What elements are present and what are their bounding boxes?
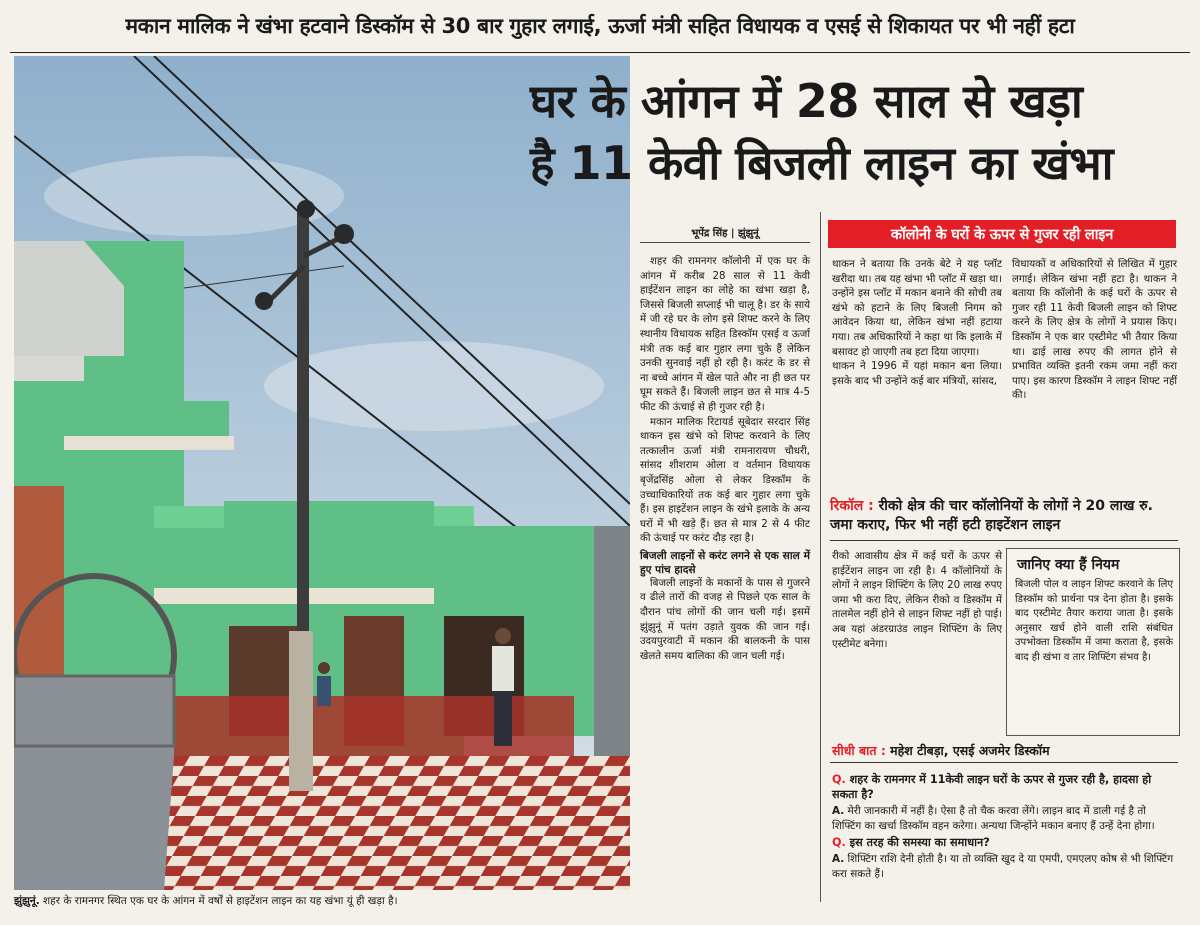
story-column-2 [832, 258, 1002, 389]
strap-headline: मकान मालिक ने खंभा हटवाने डिस्कॉम से 30 बार गुहार लगाई, ऊर्जा मंत्री सहित विधायक व एसई से शिकायत पर भी नहीं हटा [125, 14, 1075, 38]
question-2 [832, 835, 1178, 850]
column-divider [820, 212, 821, 902]
byline: भूपेंद्र सिंह | झुंझुनूं [640, 225, 810, 243]
question-2-text: इस तरह की समस्या का समाधान? [845, 836, 990, 849]
section-banner: कॉलोनी के घरों के ऊपर से गुजर रही लाइन [828, 220, 1176, 248]
col1-para-3: बिजली लाइनों के मकानों के पास से गुजरने व ढीले तारों की वजह से पिछले एक साल के दौरान पांच लोगों की जान चली गई। इसमें झुंझुनूं में पतंग उड़ाते युवक की जान गई। उदयपुरवाटी में मकान की बालकनी के पास खेलते समय बालिका की जान चली गई। [640, 577, 810, 662]
col1-subhead: बिजली लाइनों से करंट लगने से एक साल में हुए पांच हादसे [640, 549, 810, 576]
rules-title: जानिए क्या हैं नियम [1017, 557, 1120, 573]
story-column-4 [832, 550, 1002, 652]
recall-text: रीको क्षेत्र की चार कॉलोनियों के लोगों ने 20 लाख रु. जमा कराए, फिर भी नहीं हटी हाइटेंशन लाइन [830, 498, 1153, 533]
caption-place: झुंझुनूं. [14, 895, 40, 907]
rules-body: बिजली पोल व लाइन शिफ्ट करवाने के लिए डिस्कॉम को प्रार्थना पत्र देना होता है। इसके बाद एस्टीमेट तैयार कराया जाता है। इसके अनुसार खर्च होने वाली राशि संबंधित उपभोक्ता डिस्कॉम में जमा कराता है, इसके बाद ही खंभा व तार शिफ्टिंग संभव है। [1015, 579, 1173, 663]
qa-rule [830, 762, 1178, 763]
a-mark: A. [832, 805, 845, 817]
question-1 [832, 772, 1178, 802]
col1-para-1: शहर की रामनगर कॉलोनी में एक घर के आंगन में करीब 28 साल से 11 केवी हाईटेंशन लाइन का लोहे का खंभा खड़ा है, जिससे बिजली सप्लाई भी चालू है। डर के साये में जी रहे घर के लोग इसे शिफ्ट करने के लिए स्थानीय विधायक सहित डिस्कॉम एसई व ऊर्जा मंत्री तक कई बार गुहार लगा चुके हैं लेकिन उनकी सुनवाई नहीं हो रही है। करंट के डर से ना बच्चे आंगन में खेल पाते और ना ही छत पर घूम सकते हैं। बिजली लाइन छत से मात्र 4-5 फीट की ऊंचाई से ही गुजर रही है। [640, 256, 810, 413]
col1-para-2: मकान मालिक रिटायर्ड सूबेदार सरदार सिंह थाकन इस खंभे को शिफ्ट करवाने के लिए तत्कालीन ऊर्जा मंत्री रामनारायण चौधरी, सांसद शीशराम ओला व वर्तमान विधायक बृजेंद्रसिंह ओला से लेकर डिस्कॉम के उच्चाधिकारियों तक कई बार गुहार लगा चुके हैं। इस हाइटेंशन लाइन के खंभे इलाके के अन्य घरों में भी खड़े हैं। छत से मात्र 2 से 4 फीट की ऊंचाई पर करंट दौड़ रहा है। [640, 416, 810, 545]
recall-label: रिकॉल : [830, 498, 874, 514]
headline-line-1: घर के आंगन में 28 साल से खड़ा [530, 74, 1083, 128]
photo-caption [14, 894, 630, 908]
q-mark: Q. [832, 773, 846, 786]
col3-para-1: विधायकों व अधिकारियों से लिखित में गुहार लगाई। लेकिन खंभा नहीं हटा है। थाकन ने बताया कि कॉलोनी के कई घरों के ऊपर से गुजर रही 11 केवी बिजली लाइन को शिफ्ट करने के लिए क्षेत्र के लोगों ने प्रयास किए। डिस्कॉम ने एक बार एस्टीमेट भी तैयार किया था। ढाई लाख रुपए की लागत होने से प्रभावित व्यक्ति इतनी रकम जमा नहीं करा पाए। इस कारण डिस्कॉम ने लाइन शिफ्ट नहीं की। [1012, 259, 1177, 402]
a-mark: A. [832, 853, 845, 865]
answer-2 [832, 852, 1178, 881]
answer-1-text: मेरी जानकारी में नहीं है। ऐसा है तो चैक करवा लेंगे। लाइन बाद में डाली गई है तो शिफ्टिंग का खर्चा डिस्कॉम वहन करेगा। अन्यथा जिन्होंने मकान बनाए हैं उन्हें देना होगा। [832, 805, 1155, 832]
direct-talk-header [832, 742, 1050, 759]
headline-line-2: है 11 केवी बिजली लाइन का खंभा [530, 136, 1114, 190]
qa-section [832, 770, 1178, 881]
kicker-rule [830, 540, 1178, 541]
direct-label: सीधी बात : [832, 743, 886, 758]
question-1-text: शहर के रामनगर में 11केवी लाइन घरों के ऊपर से गुजर रही है, हादसा हो सकता है? [832, 773, 1152, 801]
caption-text: शहर के रामनगर स्थित एक घर के आंगन में वर्षों से हाइटेंशन लाइन का यह खंभा यूं ही खड़ा है। [39, 895, 398, 907]
story-column-1 [640, 255, 810, 664]
answer-2-text: शिफ्टिंग राशि देनी होती है। या तो व्यक्ति खुद दे या एमपी, एमएलए कोष से भी शिफ्टिंग करा सकते हैं। [832, 853, 1174, 880]
answer-1 [832, 804, 1178, 833]
col2-para-1: थाकन ने बताया कि उनके बेटे ने यह प्लॉट खरीदा था। तब यह खंभा भी प्लॉट में खड़ा था। उन्होंने इस प्लॉट में मकान बनाने की सोची तब खंभे को हटाने के लिए बिजली निगम को आवेदन किया था, लेकिन खंभा नहीं हटाया गया। तब अधिकारियों ने कहा था कि इलाके में बसावट हो जाएगी तब हटा दिया जाएगा। [832, 259, 1002, 358]
col2-para-2: थाकन ने 1996 में यहां मकान बना लिया। इसके बाद भी उन्होंने कई बार मंत्रियों, सांसद, [832, 361, 1002, 387]
q-mark: Q. [832, 836, 846, 849]
recall-kicker [830, 497, 1178, 535]
col4-para-1: रीको आवासीय क्षेत्र में कई घरों के ऊपर से हाईटेंशन लाइन जा रही है। 4 कॉलोनियों के लोगों ने लाइन शिफ्टिंग के लिए 20 लाख रुपए जमा भी करा दिए, लेकिन रीको व डिस्कॉम में तालमेल नहीं होने से लाइन शिफ्ट नहीं हो पाई। अब यहां अंडरग्राउंड लाइन शिफ्टिंग के लिए एस्टीमेट बनेगा। [832, 551, 1002, 650]
story-column-3 [1012, 258, 1177, 404]
top-rule [10, 52, 1190, 53]
main-headline [530, 70, 1190, 194]
direct-text: महेश टीबड़ा, एसई अजमेर डिस्कॉम [885, 743, 1050, 758]
rules-box [1006, 548, 1180, 736]
